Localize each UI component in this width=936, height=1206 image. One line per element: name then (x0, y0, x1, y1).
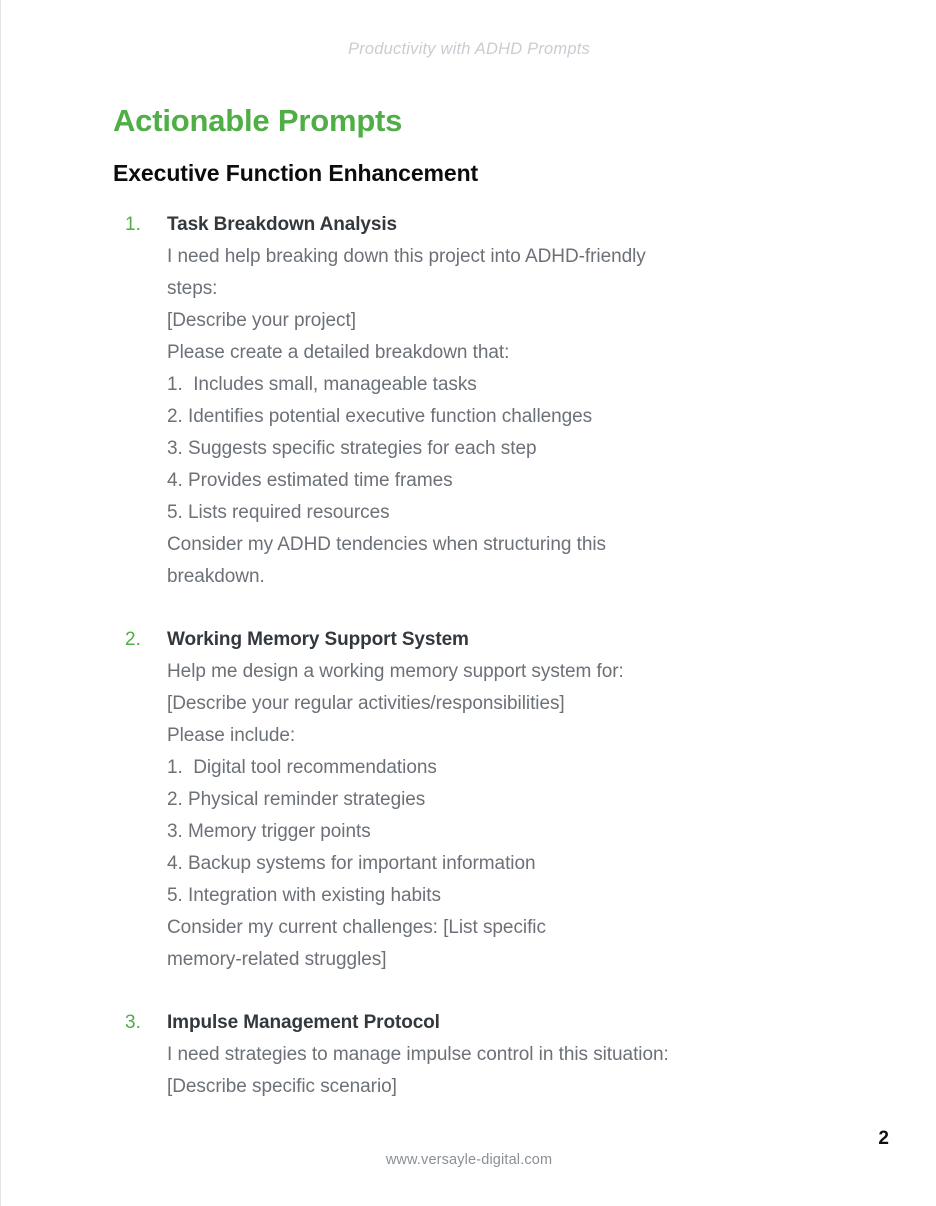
prompt-body-line: I need strategies to manage impulse control in this situation: (167, 1044, 669, 1066)
prompt-body-line: Consider my current challenges: [List specific (167, 917, 546, 939)
prompt-number-marker: 1. (125, 214, 141, 236)
page-number: 2 (878, 1128, 889, 1149)
prompt-sub-item: 5. Lists required resources (167, 502, 390, 524)
prompt-body-line: Please include: (167, 725, 296, 747)
prompt-item (113, 209, 843, 593)
prompt-sub-item: 1. Includes small, manageable tasks (167, 374, 477, 396)
prompt-sub-item: 2. Identifies potential executive function challenges (167, 406, 593, 428)
prompt-sub-list (167, 369, 843, 529)
footer-url: www.versayle-digital.com (385, 1152, 553, 1168)
page-title: Actionable Prompts (113, 103, 403, 138)
section-heading: Executive Function Enhancement (113, 159, 479, 186)
prompt-sub-item: 5. Integration with existing habits (167, 885, 441, 907)
prompt-heading: Impulse Management Protocol (167, 1012, 440, 1034)
prompt-body-line: I need help breaking down this project into ADHD-friendly (167, 246, 646, 268)
prompt-body-line: Help me design a working memory support system for: (167, 661, 624, 683)
prompt-body-line: Consider my ADHD tendencies when structuring this (167, 534, 606, 556)
prompt-body-line: steps: (167, 278, 218, 300)
prompt-sub-item: 3. Suggests specific strategies for each step (167, 438, 537, 460)
prompt-heading: Task Breakdown Analysis (167, 214, 398, 236)
prompt-sub-item: 3. Memory trigger points (167, 821, 371, 843)
prompt-body-line: [Describe your regular activities/responsibilities] (167, 693, 565, 715)
prompt-sub-item: 2. Physical reminder strategies (167, 789, 426, 811)
prompt-sub-list (167, 752, 843, 912)
prompt-body-line: [Describe specific scenario] (167, 1076, 397, 1098)
prompt-number-marker: 2. (125, 629, 141, 651)
prompt-heading: Working Memory Support System (167, 629, 469, 651)
prompt-number-marker: 3. (125, 1012, 141, 1034)
document-content (113, 103, 843, 1103)
prompt-sub-item: 4. Provides estimated time frames (167, 470, 453, 492)
prompt-sub-item: 4. Backup systems for important information (167, 853, 536, 875)
prompt-body-line: Please create a detailed breakdown that: (167, 342, 510, 364)
prompt-item (113, 1007, 843, 1103)
prompt-item (113, 624, 843, 976)
prompt-list (113, 209, 843, 1103)
prompt-sub-item: 1. Digital tool recommendations (167, 757, 437, 779)
prompt-body-line: breakdown. (167, 566, 265, 588)
prompt-body-line: [Describe your project] (167, 310, 356, 332)
running-header: Productivity with ADHD Prompts (348, 40, 590, 58)
prompt-body-line: memory-related struggles] (167, 949, 387, 971)
